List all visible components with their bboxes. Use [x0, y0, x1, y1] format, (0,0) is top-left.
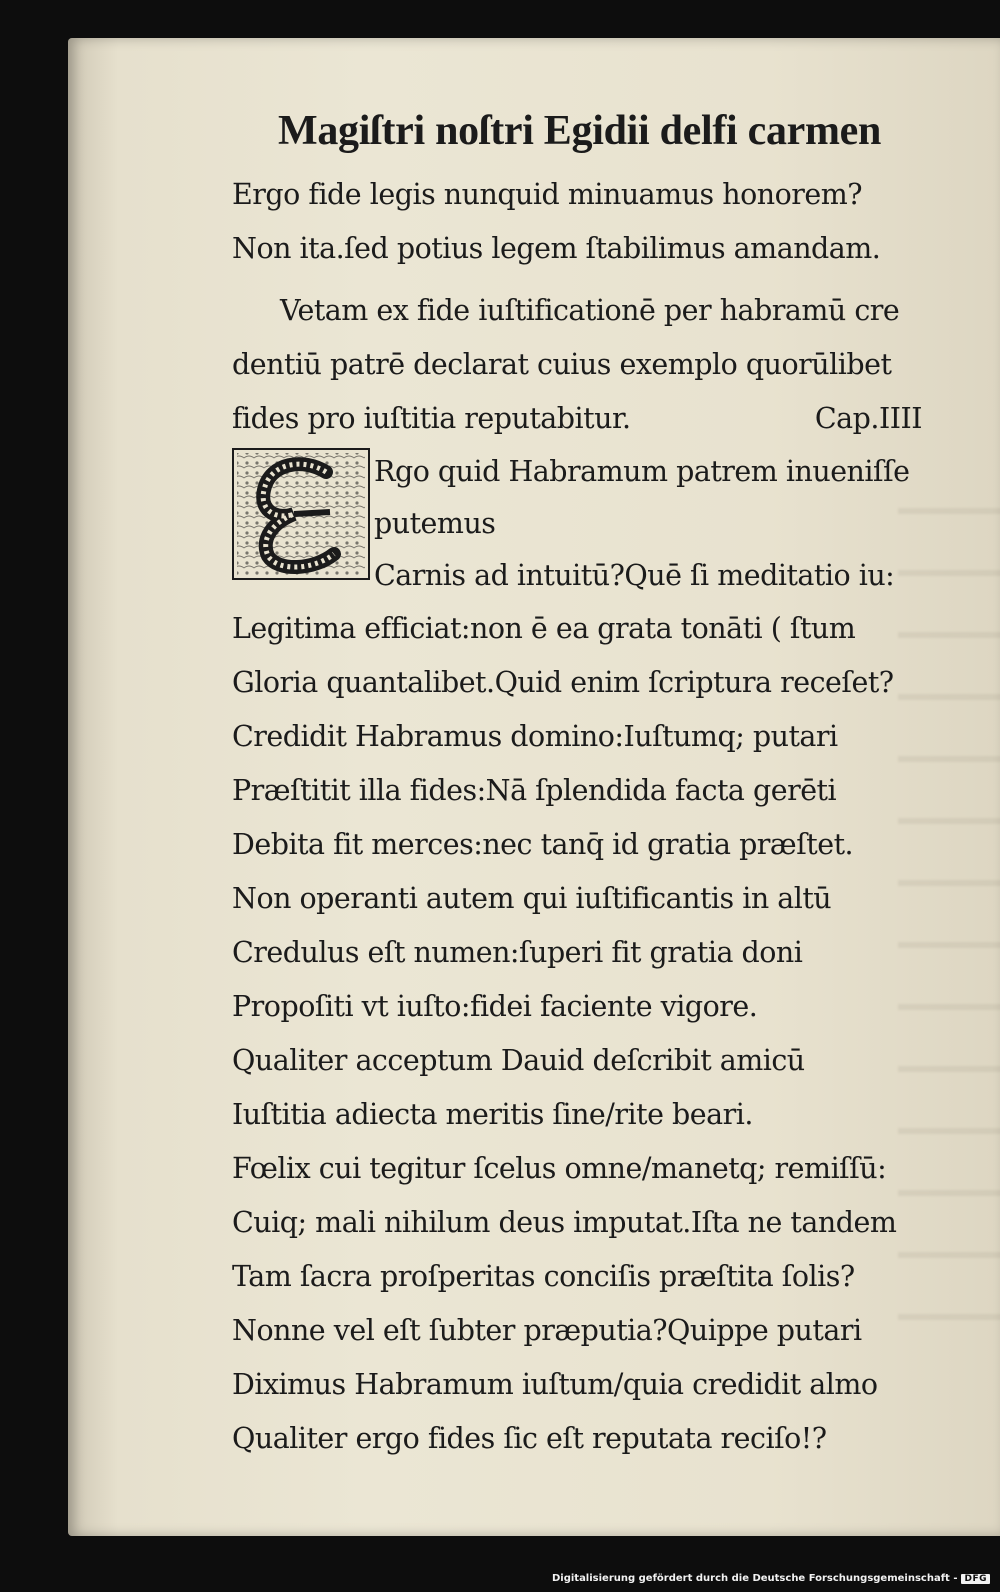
initial-lines — [374, 446, 910, 602]
verse-line: Diximus Habramum iuſtum/quia credidit almo — [232, 1368, 878, 1401]
funding-text: Digitalisierung gefördert durch die Deutsche Forschungsgemeinschaft - — [551, 1573, 958, 1584]
verse-line: Rgo quid Habramum patrem inueniſſe — [374, 455, 910, 488]
verse-line: Credidit Habramus domino:Iuſtumq; putari — [232, 720, 838, 753]
verse-line: Qualiter acceptum Dauid deſcribit amicū — [232, 1044, 805, 1077]
summary-line: Vetam ex fide iuſtificationē per habramū cre — [280, 294, 900, 327]
page-title: Magiſtri noſtri Egidii delfi carmen — [278, 108, 882, 154]
verse-line: Propoſiti vt iuſto:fidei faciente vigore. — [232, 990, 758, 1023]
summary-line: dentiū patrē declarat cuius exemplo quorūlibet — [232, 348, 892, 381]
decorated-initial-e-icon — [232, 448, 370, 580]
verse-line: Ergo fide legis nunquid minuamus honorem? — [232, 178, 863, 211]
chapter-label: Cap.IIII — [814, 402, 922, 435]
verse-line: Non operanti autem qui iuſtificantis in altū — [232, 882, 832, 915]
verse-line: Fœlix cui tegitur ſcelus omne/manetq; remiſſū: — [232, 1152, 887, 1185]
verse-line: Tam ſacra proſperitas conciſis præſtita ſolis? — [232, 1260, 855, 1293]
funding-footer — [552, 1573, 990, 1584]
verse-line: Non ita.ſed potius legem ſtabilimus amandam. — [232, 232, 881, 265]
verse-line: Credulus eſt numen:ſuperi fit gratia doni — [232, 936, 803, 969]
summary-text: fides pro iuſtitia reputabitur. — [232, 402, 631, 435]
summary-line-last — [232, 392, 922, 446]
verse-line: putemus — [374, 507, 496, 540]
dfg-logo-icon: DFG — [961, 1574, 990, 1584]
initial-block — [232, 446, 922, 602]
verse-line: Gloria quantalibet.Quid enim ſcriptura receſet? — [232, 666, 894, 699]
verse-line: Præſtitit illa fides:Nā ſplendida facta gerēti — [232, 774, 837, 807]
verse-line: Legitima efficiat:non ē ea grata tonāti ( ſtum — [232, 612, 856, 645]
verse-line: Debita fit merces:nec tanq̄ id gratia præſtet. — [232, 828, 854, 861]
verse-line: Cuiq; mali nihilum deus imputat.Iſta ne tandem — [232, 1206, 897, 1239]
verse-line: Qualiter ergo fides ſic eſt reputata reciſo!? — [232, 1422, 827, 1455]
verse-line: Nonne vel eſt ſubter præputia?Quippe putari — [232, 1314, 862, 1347]
text-block — [232, 100, 922, 1466]
verse-line: Carnis ad intuitū?Quē ſi meditatio iu: — [374, 559, 895, 592]
verse-line: Iuſtitia adiecta meritis ſine/rite beari. — [232, 1098, 753, 1131]
